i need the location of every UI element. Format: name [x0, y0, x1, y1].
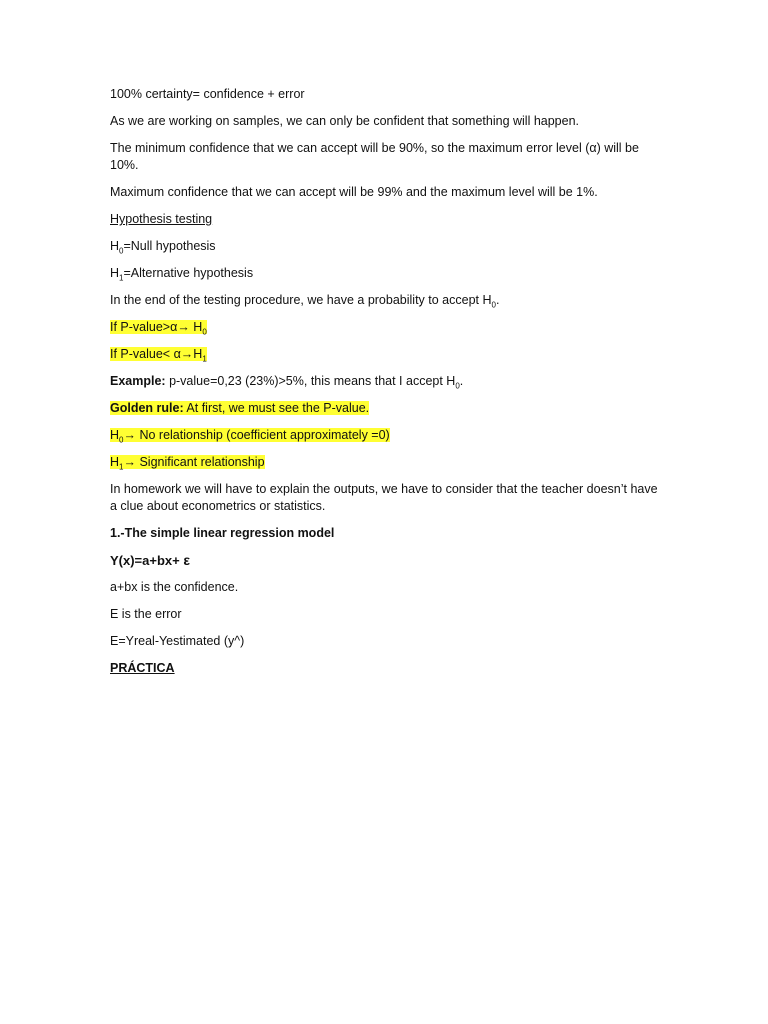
rule-pvalue-less: If P-value< $\alpha\to H_1$ — [110, 347, 207, 364]
practica-heading: PRÁCTICA — [110, 661, 175, 675]
testing-procedure-line: In the end of the testing procedure, we have a probability to accept $H_0$. — [110, 293, 500, 310]
golden-rule-line: Golden rule: At first, we must see the P-value. — [110, 401, 370, 415]
homework-note: In homework we will have to explain the outputs, we have to consider that the teacher doesn’t have a clue about econometrics or statistics. — [110, 482, 658, 513]
h0-definition: $H_0=Null$ hypothesis — [110, 239, 216, 256]
rule-pvalue-greater: If P-value>α→ $H_0$ — [110, 320, 207, 337]
h1-relationship: $H_1\to$ Significant relationship — [110, 455, 265, 472]
confidence-line: a+bx is the confidence. — [110, 580, 239, 594]
h1-definition: $H_1=Alternative$ hypothesis — [110, 266, 254, 283]
max-confidence-line: Maximum confidence that we can accept will be 99% and the maximum level will be 1%. — [110, 185, 598, 199]
section-title: 1.-The simple linear regression model — [110, 526, 335, 540]
h0-relationship: $H_0\to No$ relationship (coefficient approximately =0) — [110, 428, 390, 445]
hypothesis-heading: Hypothesis testing — [110, 212, 213, 226]
error-line: E is the error — [110, 607, 182, 621]
notes-body — [110, 86, 662, 687]
min-confidence-line: The minimum confidence that we can accept will be 90%, so the maximum error level (α) will be 10%. — [110, 141, 639, 172]
certainty-line: 100% certainty= confidence + error — [110, 87, 305, 101]
regression-formula: Y(x)=a+bx+ ε — [110, 552, 191, 568]
samples-line: As we are working on samples, we can only be confident that something will happen. — [110, 114, 580, 128]
error-definition: E=Yreal-Yestimated (y^) — [110, 634, 245, 648]
example-line: Example: p-value=0,23 (23%)>5%, this means that I accept $H_0$. — [110, 374, 464, 391]
